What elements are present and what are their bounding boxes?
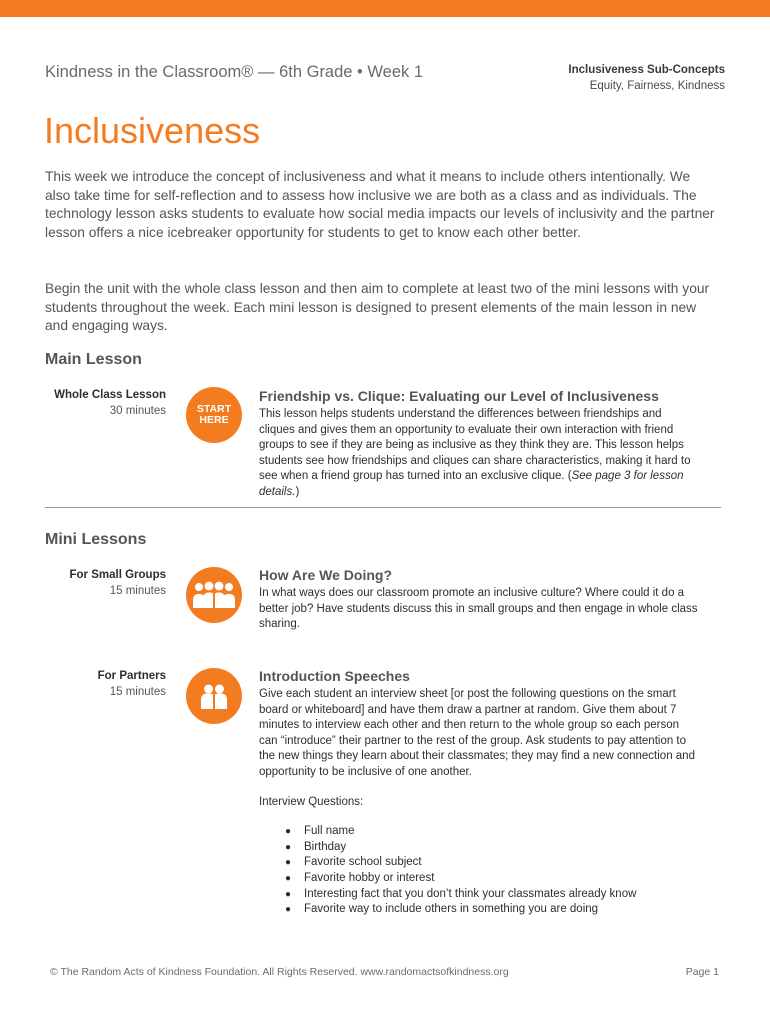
start-here-line2: HERE: [199, 414, 229, 426]
lesson-duration: 15 minutes: [109, 686, 166, 698]
mini-lesson-title: How Are We Doing?: [259, 567, 392, 583]
start-here-line1: START: [196, 403, 232, 415]
lesson-duration: 30 minutes: [109, 405, 166, 417]
partners-icon: [186, 668, 242, 724]
mini-lesson-body: [259, 668, 699, 918]
main-lesson-text: [259, 407, 699, 501]
mini-lesson-body: [259, 567, 699, 633]
lesson-type: For Small Groups: [69, 569, 166, 581]
main-lesson-text-body: This lesson helps students understand the differences between friendships and cliques and gives them an opportunity to evaluate their own interaction with friend groups to see if they are being as inclusive as they think they are. This lesson helps students see how friendships and cliques can share characteristics, making it hard to see when a friend group has turned into an exclusive clique. (: [259, 408, 691, 483]
course-header: Kindness in the Classroom® — 6th Grade • Week 1: [45, 63, 424, 81]
partners-icon-graphic: [199, 681, 229, 711]
list-item: ● Favorite way to include others in something you are doing: [285, 902, 699, 918]
mini-lesson-label: [70, 567, 167, 599]
footer-copyright: © The Random Acts of Kindness Foundation. All Rights Reserved. www.randomactsofkindness.org: [50, 966, 509, 978]
mini-lesson-title: Introduction Speeches: [259, 668, 410, 684]
list-item: ● Interesting fact that you don’t think your classmates already know: [285, 887, 699, 903]
main-lesson-body: [259, 388, 699, 501]
lesson-details-reference: See page 3 for lesson details.: [259, 470, 684, 498]
main-lesson-label: [54, 387, 166, 419]
main-lesson-text-end: ): [295, 485, 300, 498]
sub-concepts-title: Inclusiveness Sub-Concepts: [568, 64, 725, 76]
mini-lesson-label: [98, 668, 166, 700]
interview-questions-label: Interview Questions:: [259, 795, 364, 808]
list-item: ● Birthday: [285, 840, 699, 856]
intro-paragraph-1: This week we introduce the concept of inclusiveness and what it means to include others intentionally. We also take time for self-reflection and to assess how inclusive we are both as a class and as individuals. The technology lesson asks students to evaluate how social media impacts our levels of inclusivity and the partner lesson offers a nice icebreaker opportunity for students to get to know each other better.: [45, 169, 715, 240]
group-icon: [186, 567, 242, 623]
main-lesson-heading: Main Lesson: [45, 351, 142, 368]
page-number: Page 1: [685, 966, 719, 978]
sub-concepts-list: Equity, Fairness, Kindness: [589, 80, 725, 92]
list-item: ● Favorite school subject: [285, 855, 699, 871]
lesson-type: Whole Class Lesson: [54, 389, 166, 401]
top-accent-bar: [0, 0, 770, 17]
mini-lesson-text: Give each student an interview sheet [or post the following questions on the smart board or whiteboard] and have them draw a partner at random. Give them about 7 minutes to interview each other and then return to the whole group so each person can “introduce” their partner to the rest of the group. Ask students to pay attention to the new things they learn about their classmates; they may find a new connection and opportunity to be inclusive of one another.: [259, 688, 695, 778]
mini-lesson-text: In what ways does our classroom promote an inclusive culture? Where could it do a better job? Have students discuss this in small groups and then engage in whole class sharing.: [259, 587, 698, 631]
lesson-duration: 15 minutes: [109, 585, 166, 597]
mini-lessons-heading: Mini Lessons: [45, 531, 147, 548]
main-lesson-title: Friendship vs. Clique: Evaluating our Level of Inclusiveness: [259, 388, 659, 404]
section-divider: [45, 507, 721, 508]
list-item: ● Favorite hobby or interest: [285, 871, 699, 887]
group-icon-graphic: [191, 580, 237, 610]
list-item: ● Full name: [285, 824, 699, 840]
page-title: Inclusiveness: [44, 110, 261, 151]
lesson-type: For Partners: [97, 670, 166, 682]
intro-paragraph-2: Begin the unit with the whole class lesson and then aim to complete at least two of the mini lessons with your students throughout the week. Each mini lesson is designed to present elements of the main lesson in new and engaging ways.: [45, 281, 710, 333]
start-here-badge: [186, 387, 242, 443]
sub-concepts-box: [568, 62, 725, 94]
interview-questions-list: [285, 824, 699, 918]
